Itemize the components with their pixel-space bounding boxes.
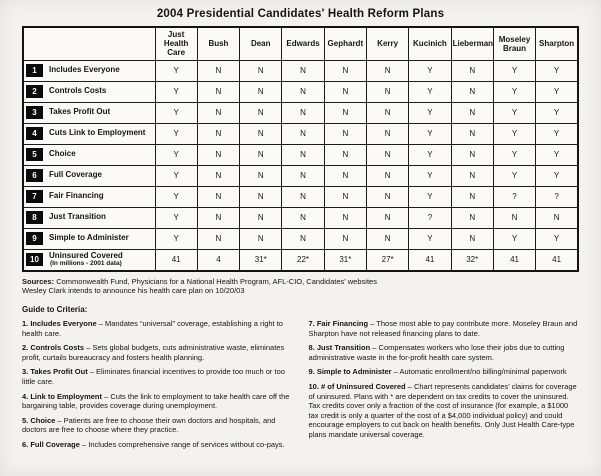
guide-heading: Guide to Criteria:: [22, 305, 88, 315]
notes-block: [22, 277, 579, 297]
value-cell: Y: [409, 102, 451, 123]
column-header: Edwards: [282, 27, 324, 60]
table-row: [23, 228, 578, 249]
column-header: Dean: [240, 27, 282, 60]
value-cell: Y: [493, 123, 535, 144]
row-label: Simple to Administer: [49, 233, 129, 243]
value-cell: Y: [409, 165, 451, 186]
clark-note: Wesley Clark intends to announce his health care plan on 10/20/03: [22, 286, 245, 296]
value-cell: N: [451, 60, 493, 81]
column-header: Kerry: [366, 27, 408, 60]
value-cell: Y: [409, 186, 451, 207]
value-cell: 4: [197, 249, 239, 271]
guide-item-label: 2. Controls Costs: [22, 343, 85, 353]
row-number-badge: 2: [26, 85, 43, 98]
value-cell: N: [366, 228, 408, 249]
value-cell: N: [324, 123, 366, 144]
row-label: Uninsured Covered (In millions - 2001 data): [49, 250, 123, 268]
value-cell: N: [240, 207, 282, 228]
value-cell: N: [366, 60, 408, 81]
value-cell: N: [282, 228, 324, 249]
value-cell: N: [324, 186, 366, 207]
corner-cell: [23, 27, 155, 60]
column-header: Moseley Braun: [493, 27, 535, 60]
guide-item-label: 3. Takes Profit Out: [22, 367, 88, 377]
row-label: Just Transition: [49, 212, 106, 222]
guide-item: 5. Choice – Patients are free to choose their own doctors and hospitals, and doctors are free to choose where they practice.: [22, 415, 276, 435]
row-number-badge: 4: [26, 127, 43, 140]
value-cell: N: [451, 102, 493, 123]
value-cell: 41: [493, 249, 535, 271]
value-cell: Y: [155, 123, 197, 144]
table-row: [23, 249, 578, 271]
row-label: Cuts Link to Employment: [49, 128, 146, 138]
table-header-row: [23, 27, 578, 60]
value-cell: N: [451, 144, 493, 165]
row-label-cell: [23, 102, 155, 123]
row-label-cell: [23, 186, 155, 207]
row-label: Full Coverage: [49, 170, 102, 180]
value-cell: N: [282, 207, 324, 228]
value-cell: N: [282, 144, 324, 165]
value-cell: N: [366, 165, 408, 186]
value-cell: N: [493, 207, 535, 228]
column-header: Sharpton: [536, 27, 578, 60]
sources-note: [22, 277, 579, 287]
column-header: Just Health Care: [155, 27, 197, 60]
row-label: Choice: [49, 149, 76, 159]
row-label-cell: [23, 123, 155, 144]
value-cell: N: [366, 207, 408, 228]
table-row: [23, 60, 578, 81]
row-label-cell: [23, 144, 155, 165]
value-cell: Y: [493, 81, 535, 102]
row-sublabel: (In millions - 2001 data): [49, 260, 122, 268]
value-cell: ?: [536, 186, 578, 207]
value-cell: N: [451, 123, 493, 144]
table-row: [23, 207, 578, 228]
value-cell: ?: [409, 207, 451, 228]
sources-label: Sources:: [22, 276, 55, 286]
value-cell: N: [324, 228, 366, 249]
value-cell: 22*: [282, 249, 324, 271]
guide-item: 3. Takes Profit Out – Eliminates financial incentives to provide too much or too little care.: [22, 367, 285, 387]
value-cell: Y: [409, 228, 451, 249]
guide-item: 4. Link to Employment – Cuts the link to employment to take health care off the bargaining table, provides coverage during unemployment.: [22, 391, 290, 411]
value-cell: 27*: [366, 249, 408, 271]
column-header: Bush: [197, 27, 239, 60]
value-cell: Y: [493, 102, 535, 123]
value-cell: N: [240, 81, 282, 102]
value-cell: Y: [536, 165, 578, 186]
value-cell: N: [451, 228, 493, 249]
value-cell: N: [240, 144, 282, 165]
column-header: Lieberman: [451, 27, 493, 60]
value-cell: N: [366, 186, 408, 207]
guide-item: 7. Fair Financing – Those most able to pay contribute more. Moseley Braun and Sharpton have not released financing plans to date.: [308, 319, 578, 338]
value-cell: Y: [155, 228, 197, 249]
guide-item: 9. Simple to Administer – Automatic enrollment/no billing/minimal paperwork: [308, 367, 567, 377]
value-cell: N: [240, 186, 282, 207]
value-cell: N: [197, 81, 239, 102]
row-label: Includes Everyone: [49, 65, 120, 75]
value-cell: N: [197, 228, 239, 249]
row-number-badge: 8: [26, 211, 43, 224]
value-cell: N: [197, 60, 239, 81]
row-number-badge: 10: [26, 253, 43, 266]
row-label-cell: [23, 228, 155, 249]
page-title: 2004 Presidential Candidates' Health Reform Plans: [156, 8, 445, 20]
value-cell: Y: [409, 81, 451, 102]
row-label: Controls Costs: [49, 86, 107, 96]
row-number-badge: 5: [26, 148, 43, 161]
column-header: Gephardt: [324, 27, 366, 60]
value-cell: N: [282, 60, 324, 81]
guide-item: 10. # of Uninsured Covered – Chart represents candidates’ claims for coverage of uninsured. Plans with * are dependent on tax credits to cover the uninsured. Tax credits cover only a fraction of the cost of insurance (for example, a $1000 tax credit is only a quarter of the cost of a $4,000 individual policy) and could encourage employers to cut back on health benefits. Only Just Health Care-type plans mandate universal coverage.: [308, 382, 577, 439]
value-cell: N: [282, 102, 324, 123]
value-cell: Y: [493, 60, 535, 81]
value-cell: N: [324, 102, 366, 123]
guide-item-label: 1. Includes Everyone: [22, 319, 97, 329]
value-cell: Y: [155, 60, 197, 81]
value-cell: Y: [409, 60, 451, 81]
table-row: [23, 123, 578, 144]
value-cell: Y: [155, 102, 197, 123]
guide-item-label: 8. Just Transition: [308, 343, 371, 353]
value-cell: Y: [493, 144, 535, 165]
value-cell: Y: [409, 144, 451, 165]
value-cell: Y: [155, 186, 197, 207]
row-number-badge: 6: [26, 169, 43, 182]
guide-item-label: 5. Choice: [22, 415, 56, 425]
row-label: Takes Profit Out: [49, 107, 111, 117]
table-row: [23, 81, 578, 102]
guide-item: 2. Controls Costs – Sets global budgets, cuts administrative waste, eliminates profit, curtails bureaucracy and fosters health planning.: [22, 343, 285, 362]
row-label-cell: [23, 60, 155, 81]
value-cell: Y: [155, 165, 197, 186]
guide-item: 6. Full Coverage – Includes comprehensive range of services without co-pays.: [22, 440, 285, 449]
value-cell: Y: [536, 123, 578, 144]
guide-item-label: 10. # of Uninsured Covered: [308, 382, 406, 392]
guide-item-label: 4. Link to Employment: [22, 391, 103, 401]
row-label-cell: [23, 165, 155, 186]
value-cell: N: [240, 165, 282, 186]
value-cell: N: [324, 165, 366, 186]
value-cell: N: [197, 165, 239, 186]
value-cell: Y: [155, 144, 197, 165]
row-number-badge: 3: [26, 106, 43, 119]
row-label: Fair Financing: [49, 191, 104, 201]
value-cell: 41: [536, 249, 578, 271]
value-cell: Y: [536, 102, 578, 123]
table-row: [23, 186, 578, 207]
value-cell: Y: [409, 123, 451, 144]
table-row: [23, 144, 578, 165]
value-cell: N: [324, 60, 366, 81]
row-label-cell: [23, 81, 155, 102]
value-cell: 41: [409, 249, 451, 271]
table-row: [23, 102, 578, 123]
value-cell: N: [451, 207, 493, 228]
value-cell: 31*: [240, 249, 282, 271]
value-cell: N: [451, 165, 493, 186]
value-cell: N: [240, 102, 282, 123]
value-cell: N: [282, 165, 324, 186]
value-cell: Y: [493, 165, 535, 186]
guide-item: 8. Just Transition – Compensates workers who lose their jobs due to cutting administrative waste in the for-profit health care system.: [308, 343, 565, 362]
value-cell: Y: [536, 228, 578, 249]
value-cell: Y: [536, 81, 578, 102]
value-cell: 41: [155, 249, 197, 271]
value-cell: N: [197, 123, 239, 144]
row-number-badge: 1: [26, 64, 43, 77]
value-cell: ?: [493, 186, 535, 207]
value-cell: Y: [493, 228, 535, 249]
table-row: [23, 165, 578, 186]
guide-item-label: 7. Fair Financing: [308, 319, 369, 329]
candidates-table: [22, 26, 579, 272]
value-cell: 32*: [451, 249, 493, 271]
value-cell: N: [324, 207, 366, 228]
value-cell: N: [197, 144, 239, 165]
row-label-cell: [23, 207, 155, 228]
value-cell: N: [366, 81, 408, 102]
value-cell: N: [366, 102, 408, 123]
value-cell: N: [240, 60, 282, 81]
guide-item-label: 6. Full Coverage: [22, 440, 80, 449]
value-cell: N: [324, 81, 366, 102]
value-cell: 31*: [324, 249, 366, 271]
row-number-badge: 9: [26, 232, 43, 245]
row-label-cell: [23, 249, 155, 271]
guide-column-left: [22, 314, 293, 450]
value-cell: Y: [155, 81, 197, 102]
value-cell: Y: [536, 60, 578, 81]
guide-columns: [22, 314, 579, 450]
value-cell: N: [197, 102, 239, 123]
value-cell: N: [282, 123, 324, 144]
guide-item-label: 9. Simple to Administer: [308, 367, 392, 377]
value-cell: N: [536, 207, 578, 228]
value-cell: Y: [155, 207, 197, 228]
value-cell: N: [451, 186, 493, 207]
column-header: Kucinich: [409, 27, 451, 60]
value-cell: Y: [536, 144, 578, 165]
sources-text: Commonwealth Fund, Physicians for a National Health Program, AFL-CIO, Candidates' websites: [56, 276, 377, 286]
value-cell: N: [282, 186, 324, 207]
value-cell: N: [197, 186, 239, 207]
value-cell: N: [240, 228, 282, 249]
value-cell: N: [240, 123, 282, 144]
value-cell: N: [366, 123, 408, 144]
guide-column-right: [309, 314, 580, 450]
row-number-badge: 7: [26, 190, 43, 203]
value-cell: N: [282, 81, 324, 102]
guide-item: 1. Includes Everyone – Mandates “universal” coverage, establishing a right to health care.: [22, 319, 283, 338]
value-cell: N: [366, 144, 408, 165]
value-cell: N: [451, 81, 493, 102]
value-cell: N: [324, 144, 366, 165]
value-cell: N: [197, 207, 239, 228]
